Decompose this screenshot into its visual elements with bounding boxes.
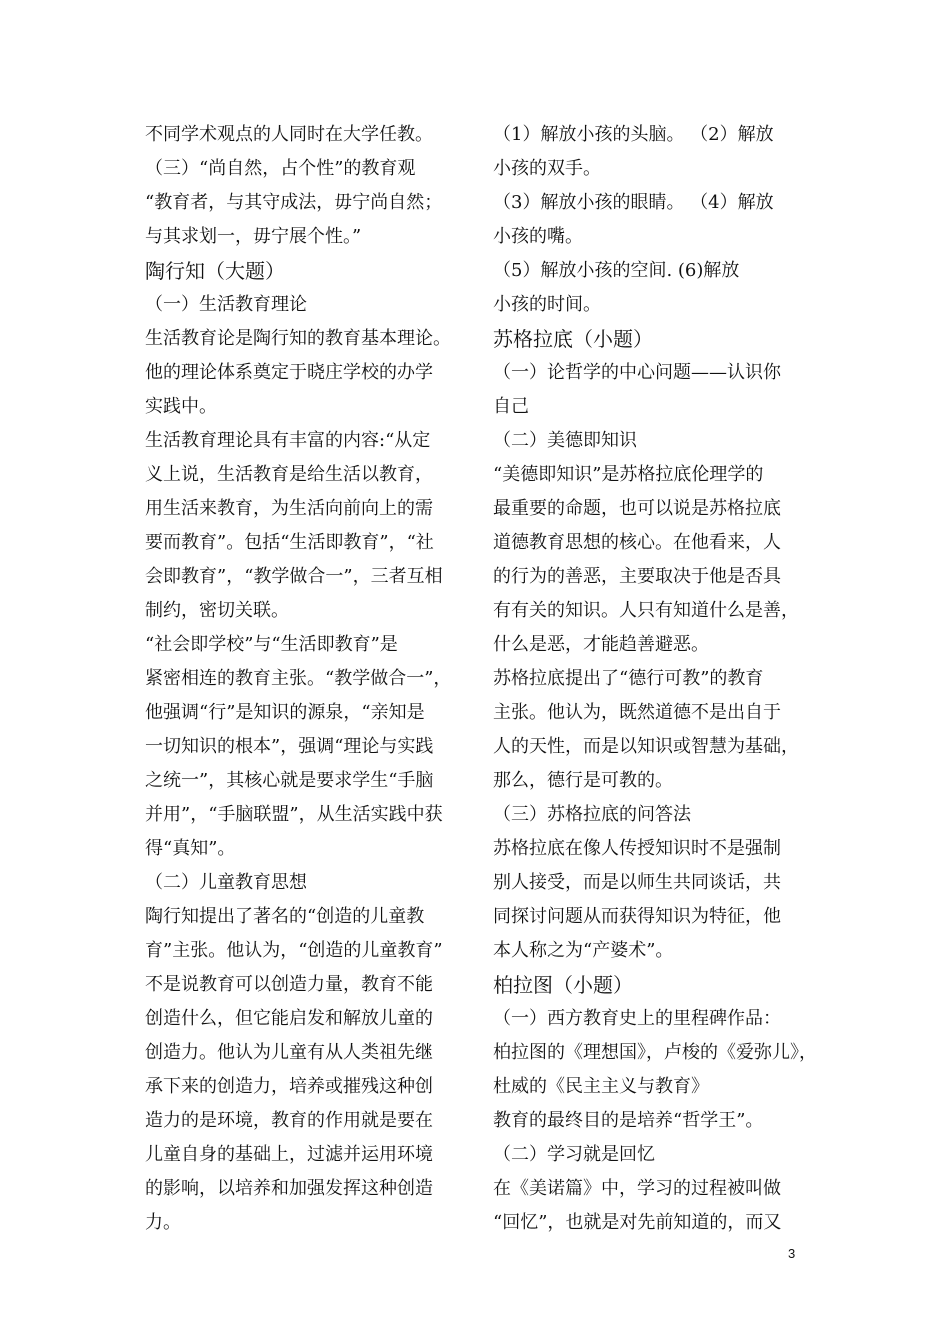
text-line: 小孩的时间。 — [493, 294, 601, 315]
text-line: 别人接受，而是以师生共同谈话，共 — [493, 872, 781, 893]
text-line: 柏拉图的《理想国》，卢梭的《爱弥儿》， — [493, 1042, 817, 1063]
text-line: 主张。他认为，既然道德不是出自于 — [493, 702, 781, 723]
text-line: 一切知识的根本”，强调“理论与实践 — [145, 736, 434, 757]
left-column — [145, 118, 465, 1240]
text-line: （3）解放小孩的眼睛。 （4）解放 — [493, 192, 774, 213]
section-heading: 陶行知（大题） — [145, 259, 285, 283]
text-line: 什么是恶，才能趋善避恶。 — [493, 634, 709, 655]
text-line: 道德教育思想的核心。在他看来，人 — [493, 532, 781, 553]
page-number: 3 — [788, 1246, 796, 1261]
text-line: 育”主张。他认为，“创造的儿童教育” — [145, 940, 443, 961]
text-line: （二）美德即知识 — [493, 430, 637, 451]
text-line: 小孩的嘴。 — [493, 226, 583, 247]
text-line: 同探讨问题从而获得知识为特征，他 — [493, 906, 781, 927]
text-line: 创造力。他认为儿童有从人类祖先继 — [145, 1042, 433, 1063]
text-line: 他的理论体系奠定于晓庄学校的办学 — [145, 362, 433, 383]
text-line: 杜威的《民主主义与教育》 — [493, 1076, 709, 1097]
text-line: 造力的是环境，教育的作用就是要在 — [145, 1110, 433, 1131]
text-line: 制约，密切关联。 — [145, 600, 289, 621]
text-line: 实践中。 — [145, 396, 217, 417]
text-line: 得“真知”。 — [145, 838, 236, 859]
text-line: 教育的最终目的是培养“哲学王”。 — [493, 1110, 764, 1131]
text-line: 力。 — [145, 1212, 181, 1233]
text-line: 与其求划一，毋宁展个性。” — [145, 226, 362, 247]
text-line: 生活教育理论具有丰富的内容:“从定 — [145, 430, 431, 451]
text-line: “美德即知识”是苏格拉底伦理学的 — [493, 464, 764, 485]
text-line: 苏格拉底在像人传授知识时不是强制 — [493, 838, 781, 859]
text-line: （5）解放小孩的空间. (6)解放 — [493, 260, 740, 281]
text-line: “回忆”，也就是对先前知道的，而又 — [493, 1212, 782, 1233]
text-line: 最重要的命题，也可以说是苏格拉底 — [493, 498, 781, 519]
section-heading: 苏格拉底（小题） — [493, 327, 653, 351]
section-heading: 柏拉图（小题） — [493, 973, 633, 997]
text-line: 本人称之为“产婆术”。 — [493, 940, 674, 961]
text-line: 会即教育”，“教学做合一”，三者互相 — [145, 566, 443, 587]
text-line: 生活教育论是陶行知的教育基本理论。 — [145, 328, 451, 349]
text-line: （三）苏格拉底的问答法 — [493, 804, 691, 825]
text-line: 要而教育”。包括“生活即教育”，“社 — [145, 532, 434, 553]
text-line: 之统一”，其核心就是要求学生“手脑 — [145, 770, 434, 791]
text-line: 创造什么，但它能启发和解放儿童的 — [145, 1008, 433, 1029]
text-line: （1）解放小孩的头脑。 （2）解放 — [493, 124, 774, 145]
text-line: 苏格拉底提出了“德行可教”的教育 — [493, 668, 764, 689]
text-line: 的行为的善恶，主要取决于他是否具 — [493, 566, 781, 587]
text-line: 他强调“行”是知识的源泉，“亲知是 — [145, 702, 425, 723]
text-line: 小孩的双手。 — [493, 158, 601, 179]
text-line: 不同学术观点的人同时在大学任教。 — [145, 124, 433, 145]
text-line: （二）学习就是回忆 — [493, 1144, 655, 1165]
text-line: “教育者，与其守成法，毋宁尚自然； — [145, 192, 443, 213]
text-line: （一）论哲学的中心问题——认识你 — [493, 362, 781, 383]
right-column — [493, 118, 817, 1240]
text-line: （一）西方教育史上的里程碑作品： — [493, 1008, 781, 1029]
text-line: 承下来的创造力，培养或摧残这种创 — [145, 1076, 433, 1097]
text-line: 陶行知提出了著名的“创造的儿童教 — [145, 906, 425, 927]
text-line: 自己 — [493, 396, 529, 417]
text-line: （二）儿童教育思想 — [145, 872, 307, 893]
text-line: 儿童自身的基础上，过滤并运用环境 — [145, 1144, 433, 1165]
text-line: 紧密相连的教育主张。“教学做合一”， — [145, 668, 452, 689]
text-line: （三）“尚自然，占个性”的教育观 — [145, 158, 416, 179]
text-line: 人的天性，而是以知识或智慧为基础， — [493, 736, 799, 757]
text-line: 那么，德行是可教的。 — [493, 770, 673, 791]
text-line: 在《美诺篇》中，学习的过程被叫做 — [493, 1178, 781, 1199]
text-line: 不是说教育可以创造力量，教育不能 — [145, 974, 433, 995]
text-line: 的影响，以培养和加强发挥这种创造 — [145, 1178, 433, 1199]
text-line: 义上说，生活教育是给生活以教育， — [145, 464, 433, 485]
text-line: 有有关的知识。人只有知道什么是善， — [493, 600, 799, 621]
text-line: 并用”，“手脑联盟”，从生活实践中获 — [145, 804, 443, 825]
text-line: 用生活来教育，为生活向前向上的需 — [145, 498, 433, 519]
text-line: “社会即学校”与“生活即教育”是 — [145, 634, 398, 655]
text-line: （一）生活教育理论 — [145, 294, 307, 315]
